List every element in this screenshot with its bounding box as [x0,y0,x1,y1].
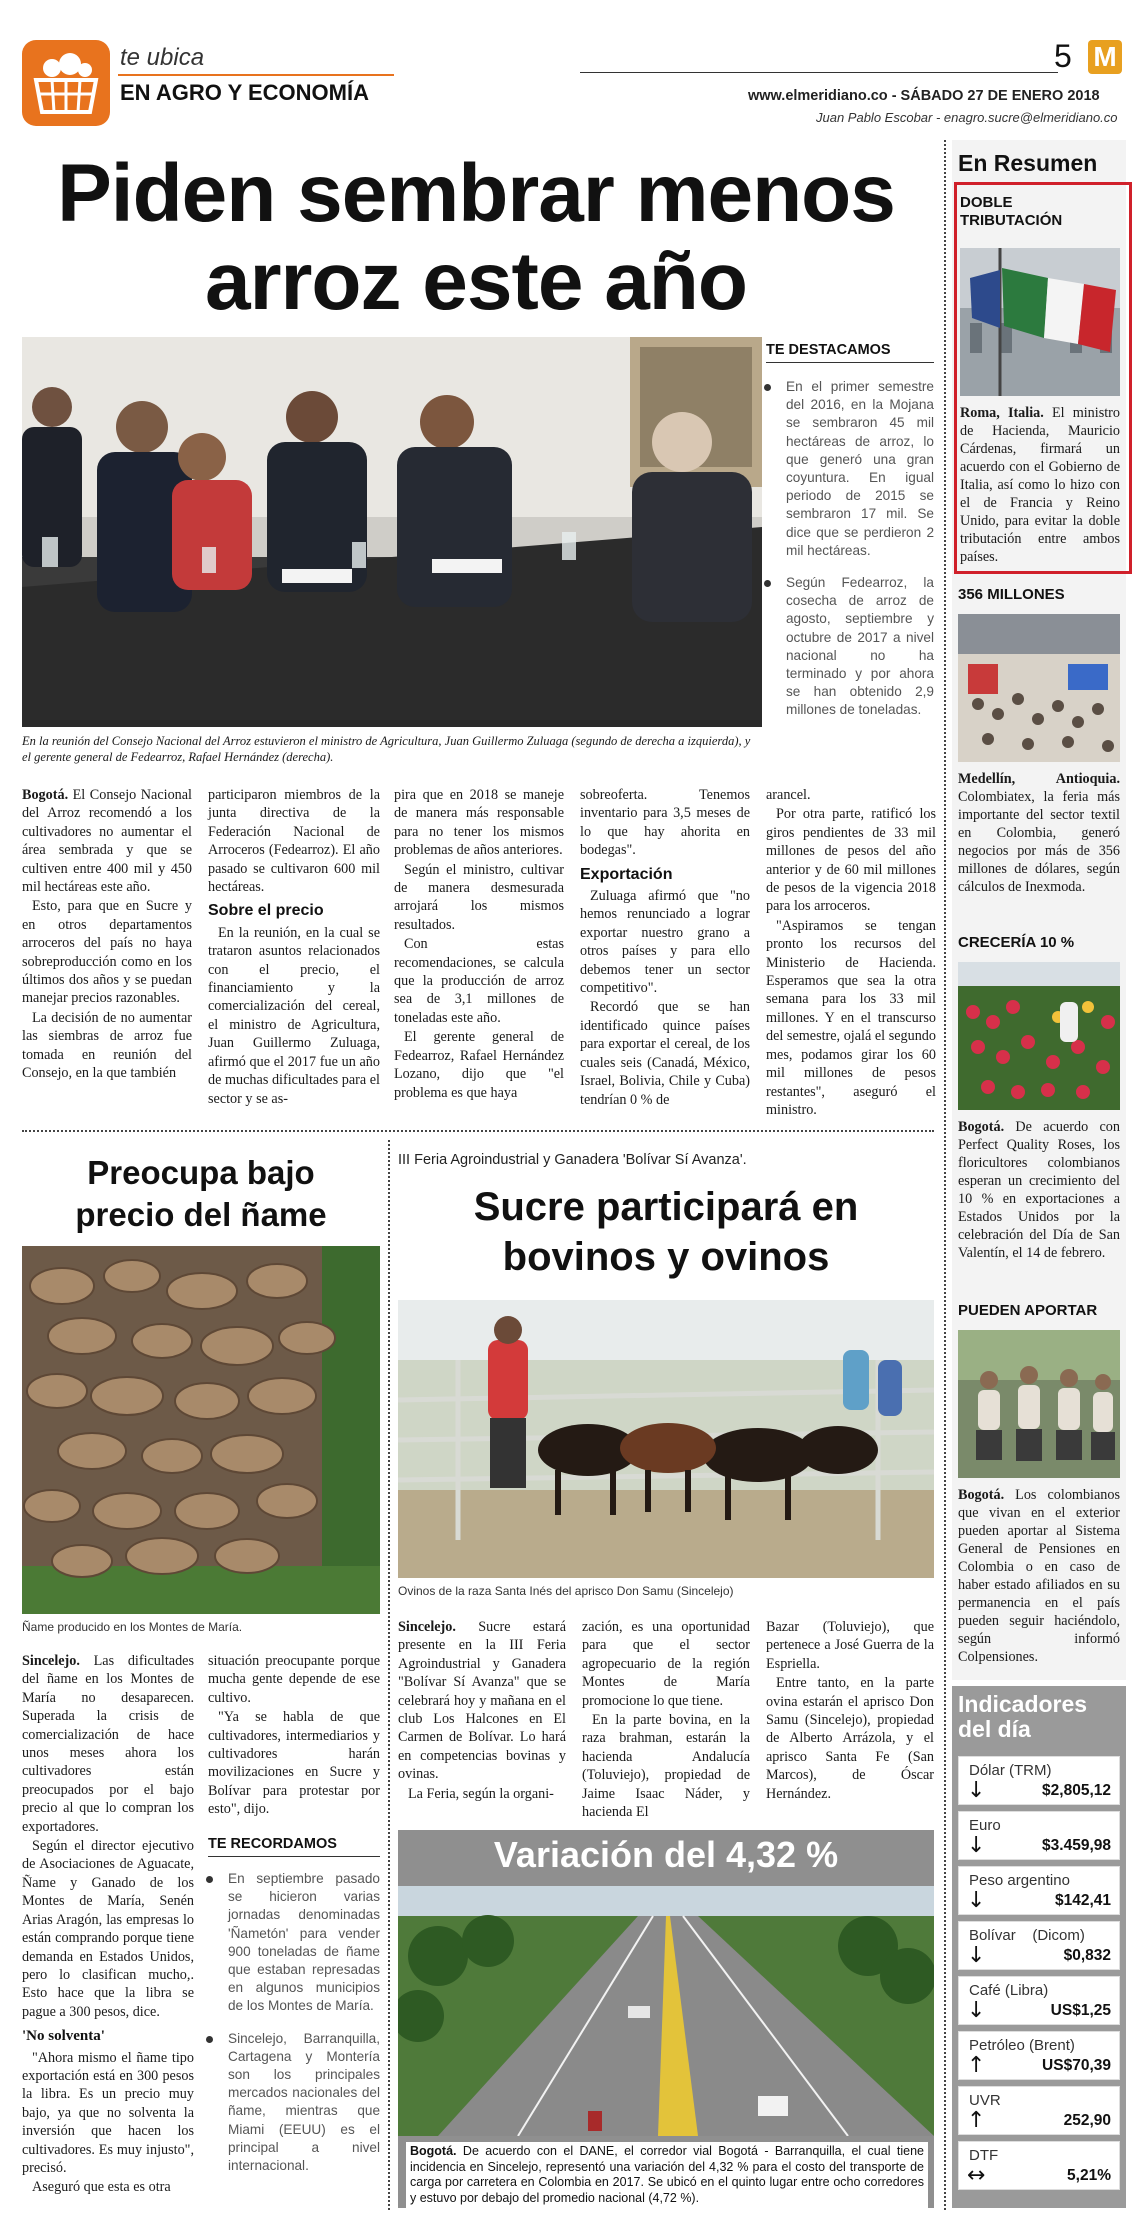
dateline-lead: Sincelejo. [22,1653,80,1669]
bullet-dot [206,2036,213,2043]
paragraph: Según el ministro, cultivar de manera desmesurada arrojará los mismos resultados. [394,861,564,933]
column-divider [388,1140,390,2210]
indicator-name: Café (Libra) [969,1982,1049,1999]
main-col-4 [580,786,750,1110]
indicator-name: DTF [969,2147,999,2164]
summary-item-text [958,1118,1120,1262]
name-col-2 [208,1652,380,1820]
name-headline-line1: Preocupa bajo [87,1154,315,1191]
destacamos-rule [766,362,934,363]
arrow-down-icon: ↓ [967,1943,986,1968]
summary-item-title: PUEDEN APORTAR [958,1302,1098,1319]
indicator-value: 252,90 [1063,2112,1111,2129]
paragraph: En la reunión, en la cual se trataron asuntos relacionados con el precio, el financiamiento y la comercialización del cereal, el ministro de Agricultura, Juan Guillermo Zuluaga, afirmó que el 2017 fue un año de muchas dificultades para el sector y se as- [208,924,380,1107]
subheading: 'No solventa' [22,2028,105,2045]
paragraph: "Ahora mismo el ñame tipo exportación está en 300 pesos la libra. Es un precio muy bajo, ya que no solventa la inversión que hacen los cultivadores. Es muy injusto", precisó. [22,2049,194,2176]
paragraph: El gerente general de Fedearroz, Rafael Hernández Lozano, dijo que "el problema es que haya [394,1029,564,1101]
summary-item-text [958,1486,1120,1666]
main-headline [20,150,932,326]
indicator-peso-argentino [958,1866,1120,1915]
summary-item-text [958,770,1120,896]
indicator-dollar [958,1756,1120,1805]
indicator-value: $3.459,98 [1042,1837,1111,1854]
paragraph: Aseguró que esta es otra [32,2179,171,2196]
paragraph: De acuerdo con Perfect Quality Roses, los floricultores colombianos esperan un crecimiento del 10 % en exportaciones a Estados Unidos por la celebración del Día de San Valentín, el 14 de febrero. [958,1119,1120,1261]
paragraph: arancel. [766,787,811,803]
indicator-petroleo [958,2031,1120,2080]
bullet-dot [206,1876,213,1883]
recordamos-item-text: En septiembre pasado se hicieron varias jornadas denominadas 'Ñametón' para vender 900 toneladas de ñame que estaban represadas en algunos municipios de los Montes de María. [228,1871,380,2014]
dateline-lead: Bogotá. [22,787,69,803]
paragraph: Bazar (Toluviejo), que pertenece a José Guerra de la Espriella. [766,1619,934,1672]
list-item [204,2030,380,2176]
indicators-title [958,1692,1087,1742]
list-item [762,378,934,560]
destacamos-title: TE DESTACAMOS [766,342,891,358]
paragraph: Colombiatex, la feria más importante del sector textil en Colombia, generó negocios por más de 356 millones de dólares, según cálculos de Inexmoda. [958,789,1120,895]
feria-col-1 [398,1618,566,1804]
section-divider [22,1130,934,1132]
summary-item-title: 356 MILLONES [958,586,1065,603]
indicator-euro [958,1811,1120,1860]
arrow-left-right-icon: ↔ [967,2163,986,2188]
sidebar-title: En Resumen [958,150,1098,176]
dateline: www.elmeridiano.co - SÁBADO 27 DE ENERO 2018 [748,88,1100,104]
arrow-down-icon: ↓ [967,1778,986,1803]
summary-item-text [960,404,1120,566]
paragraph: Con estas recomendaciones, se calcula que la producción de arroz sea de 3,1 millones de toneladas este año. [394,936,564,1026]
arrow-down-icon: ↓ [967,1998,986,2023]
paragraph: zación, es una oportunidad para que el sector agropecuario de la región Montes de María promocione lo que tiene. [582,1619,750,1709]
recordamos-list [204,1870,380,2189]
meeting-photo [22,337,762,727]
paragraph: Las dificultades del ñame en los Montes de María no desaparecen. Superada la crisis de comercialización de hace unos meses ahora los cultivadores están preocupados por el bajo precio al que lo compran los exportadores. [22,1653,194,1835]
elderly-photo [958,1330,1120,1478]
paragraph: Sucre estará presente en la III Feria Agroindustrial y Ganadera "Bolívar Sí Avanza" que se celebrará hoy y mañana en el club Los Halcones en El Carmen de Bolívar. Lo hará en competencias bovinas y ovinas. [398,1619,566,1783]
indicator-name: Euro [969,1817,1001,1834]
paragraph: Zuluaga afirmó que "no hemos renunciado a lograr exportar nuestro grano a otros países y para ello debemos tener un sector competitivo". [580,888,750,997]
recordamos-rule [208,1856,380,1857]
yam-photo [22,1246,380,1614]
indicator-value: 5,21% [1067,2167,1111,2184]
main-photo-caption: En la reunión del Consejo Nacional del Arroz estuvieron el ministro de Agricultura, Juan Guillermo Zuluaga (segundo de derecha a izquierda), y el gerente general de Fedearroz, Rafael Hernández (derecha). [22,734,751,764]
main-col-1 [22,786,192,1084]
main-col-3 [394,786,564,1103]
feria-headline-line1: Sucre participará en [473,1185,859,1229]
summary-item-title: CRECERÍA 10 % [958,934,1075,951]
variacion-caption [406,2142,928,2208]
indicator-cafe [958,1976,1120,2025]
subheading: Exportación [580,865,673,883]
list-item [762,574,934,720]
summary-item-title: DOBLE TRIBUTACIÓN [960,194,1063,229]
indicator-dtf [958,2141,1120,2190]
indicator-name: Dólar (TRM) [969,1762,1052,1779]
name-headline [22,1152,380,1236]
bullet-dot [764,384,771,391]
brand-logo: M [1088,40,1122,74]
indicator-name: Petróleo (Brent) [969,2037,1075,2054]
paragraph: sobreoferta. Tenemos inventario para 3,5 meses de lo que hay ahorita en bodegas". [580,787,750,859]
indicators-title-line1: Indicadores [958,1691,1088,1717]
paragraph: situación preocupante porque mucha gente depende de ese cultivo. [208,1653,380,1706]
recordamos-item-text: Sincelejo, Barranquilla, Cartagena y Montería son los principales mercados nacionales del ñame, mientras que Miami (EEUU) es el principal a nivel internacional. [228,2030,380,2174]
highway-photo [398,1886,934,2136]
sidebar-divider [944,140,946,2210]
paragraph: La decisión de no aumentar las siembras de arroz fue tomada en reunión del Consejo, en la que también [22,1009,192,1082]
dateline-lead: Bogotá. [958,1119,1005,1135]
sheep-photo [398,1300,934,1578]
paragraph: pira que en 2018 se maneje de manera más responsable para no tener los mismos problemas de años anteriores. [394,787,564,859]
paragraph: "Ya se habla de que cultivadores, intermediarios y cultivadores harán movilizaciones en Sucre y Bolívar para protestar por esto", dijo. [208,1709,380,1818]
indicator-name: Peso argentino [969,1872,1070,1889]
paragraph: Los colombianos que vivan en el exterior pueden aportar al Sistema General de Pensiones en Colombia o en caso de haber estado afiliados en su permanencia en el país pueden seguir haciéndolo, según informó Colpensiones. [958,1487,1120,1665]
dateline-lead: Bogotá. [410,2144,457,2158]
arrow-down-icon: ↓ [967,1888,986,1913]
indicators-title-line2: del día [958,1716,1031,1742]
caption-text: De acuerdo con el DANE, el corredor vial Bogotá - Barranquilla, el cual tiene incidencia en Sincelejo, representó una variación del 4,32 % para el costo del transporte de carga por carretera en Colombia en 2017. Se ubicó en el quinto lugar entre ocho corredores y estuvo por debajo del promedio nacional (4,72 %). [410,2144,924,2205]
feria-col-3 [766,1618,934,1804]
indicator-value: US$1,25 [1050,2002,1111,2019]
name-headline-line2: precio del ñame [75,1196,327,1233]
paragraph: "Aspiramos se tengan pronto los recursos del Ministerio de Hacienda. Esperamos que sea la otra semana para los 33 mil millones. Y en el transcurso del semestre, ojalá el segundo mes, podamos girar los 60 mil millones de pesos restantes", aseguró el ministro. [766,917,936,1118]
bullet-dot [764,580,771,587]
destacamos-list [762,378,934,734]
paragraph: Recordó que se han identificado quince países para exportar el cereal, de los cuales seis (Canadá, México, Israel, Bolivia, Chile y Cuba) tendrían 0 % de [580,999,750,1108]
arrow-down-icon: ↓ [967,1833,986,1858]
name-photo-caption: Ñame producido en los Montes de María. [22,1620,243,1634]
indicator-name: UVR [969,2092,1001,2109]
feria-headline-line2: bovinos y ovinos [502,1235,830,1279]
dateline-lead: Sincelejo. [398,1619,456,1635]
subheading: Sobre el precio [208,902,324,920]
indicator-uvr [958,2086,1120,2135]
main-col-2 [208,786,380,1109]
paragraph: La Feria, según la organi- [408,1785,554,1802]
indicator-bolivar [958,1921,1120,1970]
indicator-value: $2,805,12 [1042,1782,1111,1799]
paragraph: Según el director ejecutivo de Asociaciones de Aguacate, Ñame y Ganado de los Montes de María, Senén Arias Aragón, las empresas lo están comprando porque tiene demanda en Estados Unidos, pero lo clasifican mucho,. Esto hace que la libra se pague a 300 pesos, dice. [22,1838,194,2020]
destacamos-item-text: En el primer semestre del 2016, en la Mojana se sembraron 45 mil hectáreas de arroz, lo que generó una gran coyuntura. En igual periodo de 2015 se sembraron 17 mil. Se dice que se perdieron 2 mil hectáreas. [786,379,934,558]
paragraph: participaron miembros de la junta directiva de la Federación Nacional de Arroceros (Fedearroz). El año pasado se cultivaron 600 mil hectáreas. [208,787,380,896]
feria-photo-caption: Ovinos de la raza Santa Inés del aprisco Don Samu (Sincelejo) [398,1584,734,1598]
page-number: 5 [1054,38,1072,74]
list-item [204,1870,380,2016]
main-col-5 [766,786,936,1120]
indicator-value: $0,832 [1063,1947,1111,1964]
indicator-value: $142,41 [1054,1892,1111,1909]
feria-headline [398,1182,934,1282]
paragraph: Esto, para que en Sucre y en otros departamentos arroceros del país no haya sobreproducción como en los últimos dos años y se puedan manejar precios razonables. [22,898,192,1007]
section-small-label: te ubica [120,44,205,71]
header-rule [580,72,1058,73]
dateline-lead: Roma, Italia. [960,405,1044,421]
section-underline [118,74,394,76]
variacion-title: Variación del 4,32 % [493,1834,839,1875]
paragraph: El Consejo Nacional del Arroz recomendó a los cultivadores no aumentar el área sembrada y que se cultiven entre 400 mil y 450 mil hectáreas este año. [22,787,192,896]
paragraph: En la parte bovina, en la raza brahman, estarán la hacienda Andalucía (Toluviejo), propiedad de Jaime Isaac Náder, y hacienda El [582,1712,750,1821]
recordamos-title: TE RECORDAMOS [208,1836,337,1852]
main-headline-line1: Piden sembrar menos [57,148,895,239]
feria-kicker: III Feria Agroindustrial y Ganadera 'Bolívar Sí Avanza'. [398,1152,747,1168]
section-logo-icon [22,40,110,126]
destacamos-item-text: Según Fedearroz, la cosecha de arroz de agosto, septiembre y octubre de 2017 a nivel nacional no ha terminado y por ahora se han obtenido 2,9 millones de toneladas. [786,575,934,718]
dateline-lead: Medellín, Antioquia. [958,771,1120,787]
indicator-name: Bolívar (Dicom) [969,1927,1085,1944]
paragraph: Por otra parte, ratificó los giros pendientes de 33 mil millones de pesos del año anterior y de 60 mil millones de pesos de la vigencia 2018 para los arroceros. [766,806,936,915]
byline: Juan Pablo Escobar - enagro.sucre@elmeridiano.co [816,110,1118,125]
flag-photo [960,248,1120,396]
feria-col-2 [582,1618,750,1822]
paragraph: El ministro de Hacienda, Mauricio Cárdenas, firmará un acuerdo con el Gobierno de Italia, así como lo hizo con el de Francia y Reino Unido, para evitar la doble tributación entre ambos países. [960,405,1120,565]
paragraph: Entre tanto, en la parte ovina estarán el aprisco Don Samu (Sincelejo), propiedad de Alberto Arrázola, y el aprisco Santa Fe (San Marcos), de Óscar Hernández. [766,1675,934,1802]
arrow-up-icon: ↑ [967,2108,986,2133]
dateline-lead: Bogotá. [958,1487,1005,1503]
textile-fair-photo [958,614,1120,762]
roses-photo [958,962,1120,1110]
arrow-up-icon: ↑ [967,2053,986,2078]
main-headline-line2: arroz este año [205,236,747,327]
name-col-1 [22,1652,194,2198]
section-big-label: EN AGRO Y ECONOMÍA [120,80,369,105]
indicator-value: US$70,39 [1042,2057,1111,2074]
